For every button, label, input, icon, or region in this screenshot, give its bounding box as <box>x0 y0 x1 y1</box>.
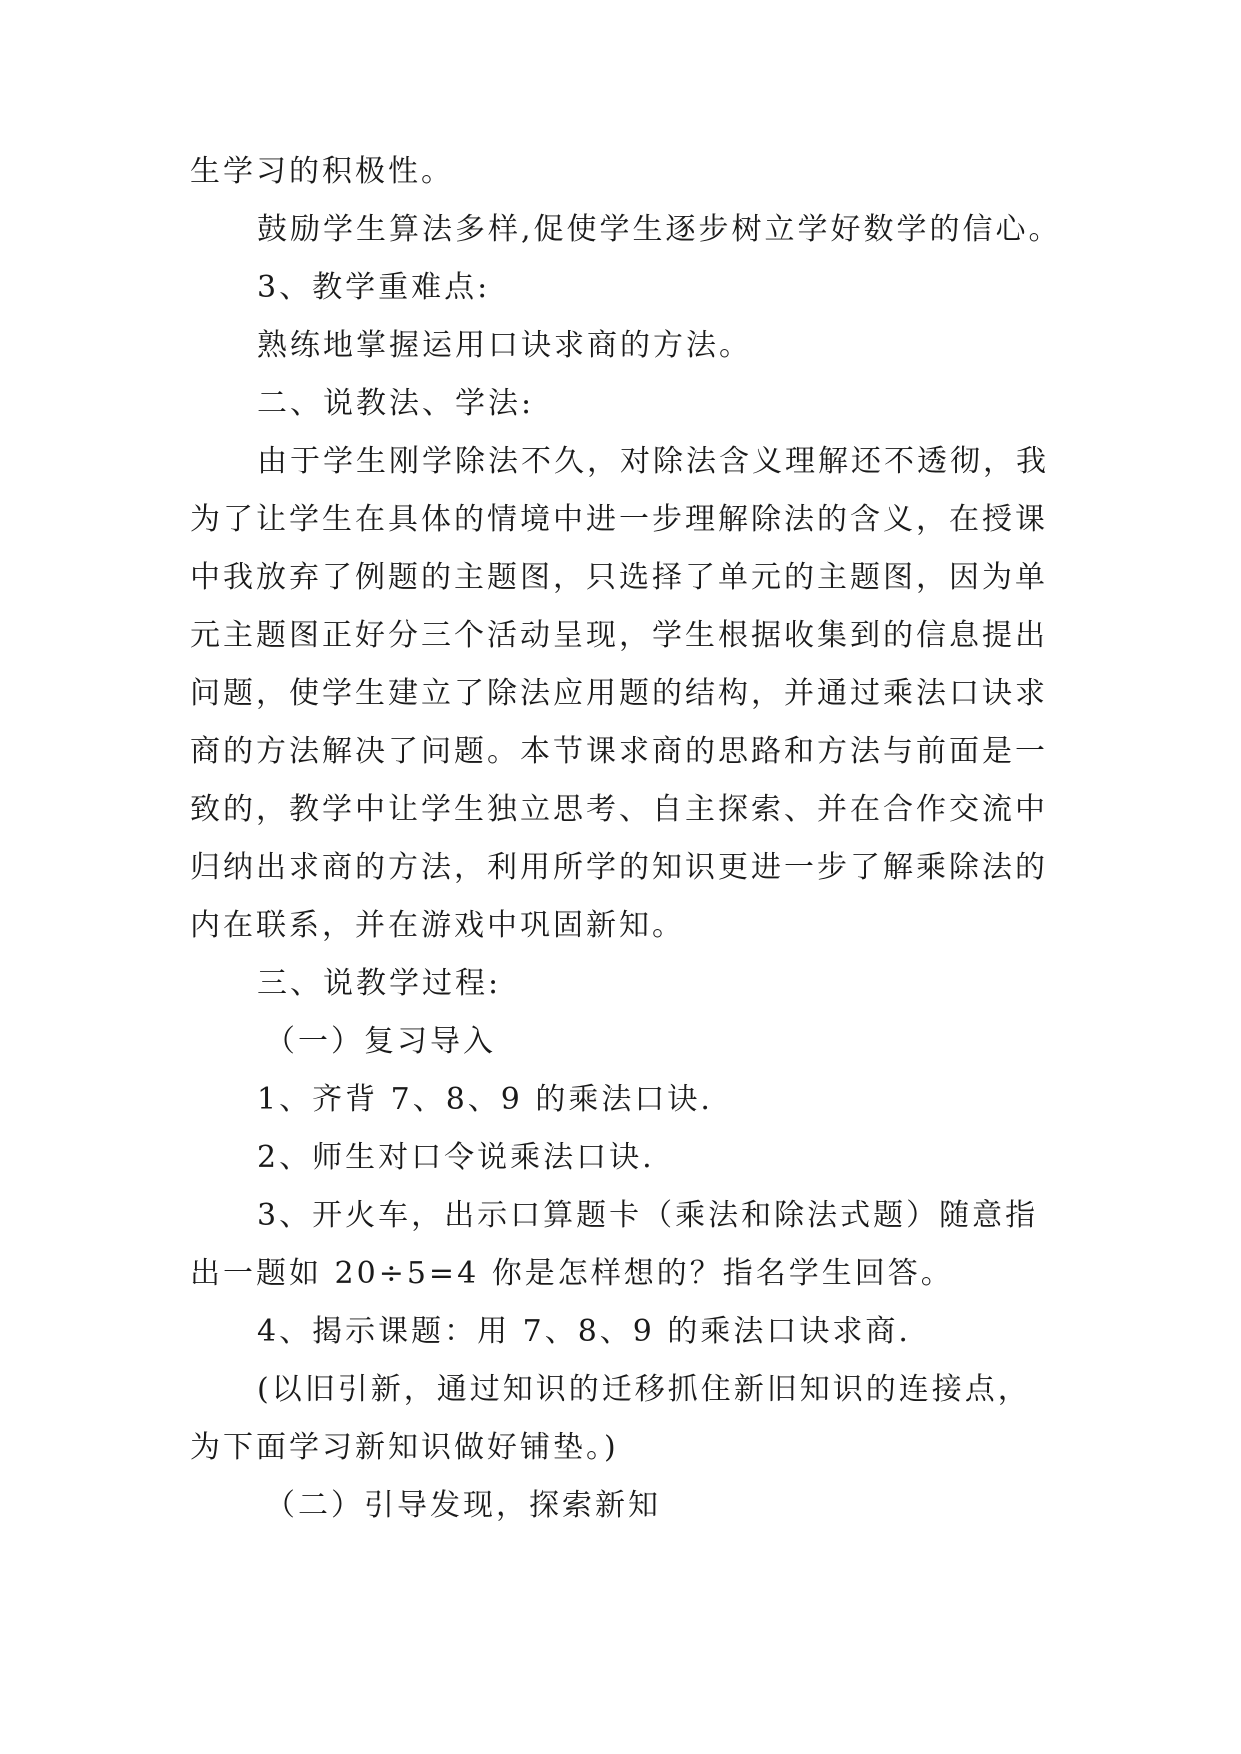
text-line: 归纳出求商的方法，利用所学的知识更进一步了解乘除法的 <box>190 850 1048 885</box>
section-heading: （一）复习导入 <box>265 1024 496 1059</box>
text-line: 商的方法解决了问题。本节课求商的思路和方法与前面是一 <box>190 734 1048 769</box>
text-line: 内在联系，并在游戏中巩固新知。 <box>190 908 685 943</box>
text-line: 生学习的积极性。 <box>190 154 454 189</box>
text-line: 元主题图正好分三个活动呈现，学生根据收集到的信息提出 <box>190 618 1048 653</box>
text-line: 三、说教学过程: <box>257 966 502 1001</box>
text-line: 二、说教法、学法: <box>257 386 535 421</box>
text-line: 出一题如 20÷5=4 你是怎样想的？指名学生回答。 <box>190 1256 954 1291</box>
text-line: 致的，教学中让学生独立思考、自主探索、并在合作交流中 <box>190 792 1048 827</box>
text-line: 4、揭示课题：用 7、8、9 的乘法口诀求商. <box>257 1314 911 1349</box>
text-line: 中我放弃了例题的主题图，只选择了单元的主题图，因为单 <box>190 560 1048 595</box>
text-line: 2、师生对口令说乘法口诀. <box>257 1140 655 1175</box>
text-line: 问题，使学生建立了除法应用题的结构，并通过乘法口诀求 <box>190 676 1048 711</box>
text-line: 为下面学习新知识做好铺垫。) <box>190 1430 619 1465</box>
text-line: 为了让学生在具体的情境中进一步理解除法的含义，在授课 <box>190 502 1048 537</box>
text-line: 鼓励学生算法多样,促使学生逐步树立学好数学的信心。 <box>257 212 1062 247</box>
text-line: (以旧引新，通过知识的迁移抓住新旧知识的连接点， <box>257 1372 1031 1407</box>
text-line: 熟练地掌握运用口诀求商的方法。 <box>257 328 752 363</box>
section-heading: （二）引导发现，探索新知 <box>265 1488 661 1523</box>
text-line: 3、教学重难点: <box>257 270 491 305</box>
text-line: 3、开火车，出示口算题卡（乘法和除法式题）随意指 <box>257 1198 1039 1233</box>
text-line: 由于学生刚学除法不久，对除法含义理解还不透彻，我 <box>257 444 1049 479</box>
text-line: 1、齐背 7、8、9 的乘法口诀. <box>257 1082 713 1117</box>
